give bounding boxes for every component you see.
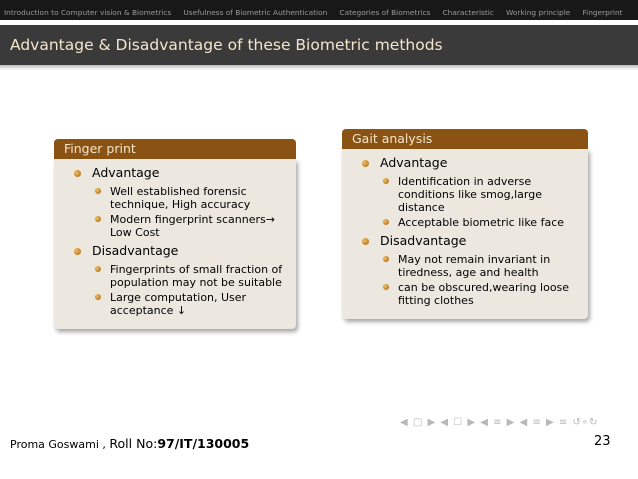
nav-section-categories[interactable]: Categories of Biometrics (339, 8, 431, 17)
footer-author (10, 436, 249, 451)
list-item (380, 253, 578, 279)
list-item (66, 165, 286, 239)
roll-number: 97/IT/130005 (157, 436, 250, 451)
advantage-text: Acceptable biometric like face (398, 216, 565, 229)
fingerprint-block-header: Finger print (54, 139, 296, 159)
title-shadow (0, 65, 638, 70)
disadvantage-text: can be obscured,wearing loose fitting clothes (398, 281, 570, 307)
gait-analysis-block-body (342, 149, 588, 319)
slide-title: Advantage & Disadvantage of these Biometric methods (10, 36, 443, 54)
advantage-text: Well established forensic technique, High accuracy (110, 185, 251, 211)
nav-section-intro[interactable]: Introduction to Computer vision & Biometrics (4, 8, 172, 17)
advantage-text: Identification in adverse conditions like smog,large distance (398, 175, 542, 214)
nav-section-usefulness[interactable]: Usefulness of Biometric Authentication (183, 8, 328, 17)
list-item (380, 281, 578, 307)
page-number: 23 (594, 434, 611, 449)
list-item (92, 263, 286, 289)
nav-section-characteristic[interactable]: Characteristic (442, 8, 494, 17)
fingerprint-block (54, 139, 296, 329)
list-item (354, 233, 578, 307)
author-separator: , (102, 438, 106, 451)
advantage-text: Modern fingerprint scanners→ Low Cost (110, 213, 275, 239)
bullet-icon (383, 256, 389, 262)
bullet-icon (383, 219, 389, 225)
slide-title-bar (0, 25, 638, 65)
list-item (92, 185, 286, 211)
list-item (92, 291, 286, 317)
section-navigation-bar (0, 0, 638, 20)
list-item (380, 175, 578, 214)
advantage-label: Advantage (92, 165, 160, 180)
list-item (380, 216, 578, 229)
advantage-label: Advantage (380, 155, 448, 170)
nav-section-fingerprint[interactable]: Fingerprint (582, 8, 623, 17)
nav-section-working-principle[interactable]: Working principle (505, 8, 571, 17)
disadvantage-label: Disadvantage (92, 243, 179, 258)
bullet-icon (383, 284, 389, 290)
disadvantage-text: May not remain invariant in tiredness, age and health (398, 253, 551, 279)
gait-analysis-block-header: Gait analysis (342, 129, 588, 149)
bullet-icon (362, 238, 369, 245)
disadvantage-text: Large computation, User acceptance ↓ (110, 291, 247, 317)
fingerprint-block-body (54, 159, 296, 329)
bullet-icon (383, 178, 389, 184)
bullet-icon (362, 160, 369, 167)
bullet-icon (95, 216, 101, 222)
list-item (66, 243, 286, 317)
bullet-icon (74, 170, 81, 177)
roll-label: Roll No: (109, 436, 158, 451)
disadvantage-text: Fingerprints of small fraction of population may not be suitable (110, 263, 283, 289)
bullet-icon (74, 248, 81, 255)
list-item (354, 155, 578, 229)
author-name: Proma Goswami (10, 438, 99, 451)
disadvantage-label: Disadvantage (380, 233, 467, 248)
beamer-navigation-icons[interactable]: ◀ □ ▶ ◀ ☐ ▶ ◀ ≡ ▶ ◀ ≡ ▶ ≡ ↺∘↻ (400, 417, 599, 428)
list-item (92, 213, 286, 239)
gait-analysis-block (342, 129, 588, 319)
bullet-icon (95, 188, 101, 194)
bullet-icon (95, 294, 101, 300)
bullet-icon (95, 266, 101, 272)
